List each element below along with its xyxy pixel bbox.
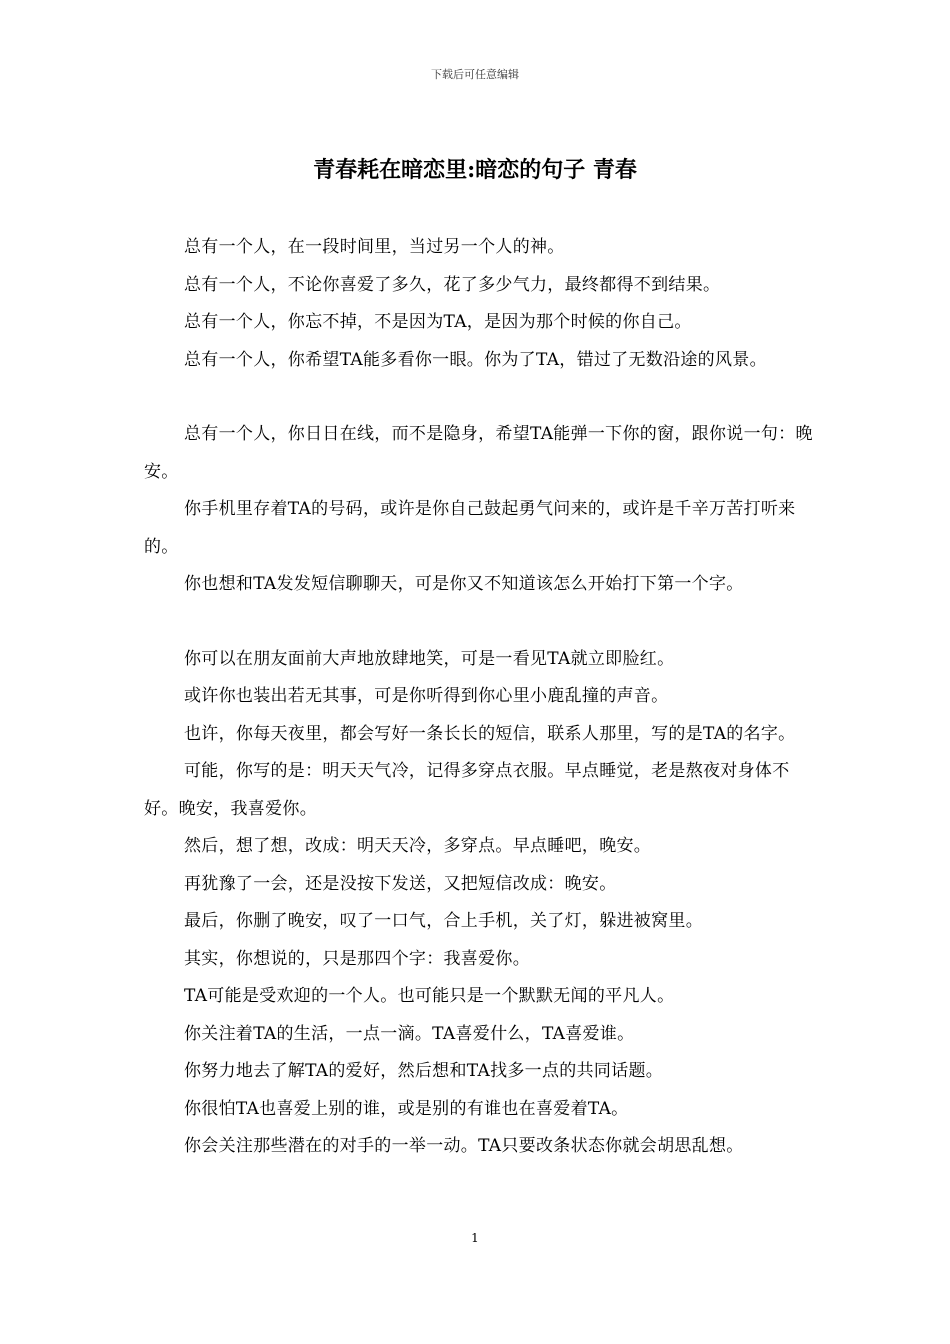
paragraph: 可能，你写的是：明天天气冷，记得多穿点衣服。早点睡觉，老是熬夜对身体不好。晚安，我喜爱你。 [144, 761, 790, 819]
paragraph: 总有一个人，你忘不掉，不是因为TA，是因为那个时候的你自己。 [184, 312, 692, 332]
paragraph: 也许，你每天夜里，都会写好一条长长的短信，联系人那里，写的是TA的名字。 [184, 723, 796, 744]
paragraph: 总有一个人，不论你喜爱了多久，花了多少气力，最终都得不到结果。 [184, 274, 721, 295]
paragraph: 或许你也装出若无其事，可是你听得到你心里小鹿乱撞的声音。 [184, 686, 669, 706]
paragraph: TA可能是受欢迎的一个人。也可能只是一个默默无闻的平凡人。 [184, 986, 675, 1006]
paragraph: 你会关注那些潜在的对手的一举一动。TA只要改条状态你就会胡思乱想。 [184, 1136, 744, 1156]
paragraph: 你关注着TA的生活，一点一滴。TA喜爱什么，TA喜爱谁。 [184, 1023, 635, 1044]
paragraph: 总有一个人，在一段时间里，当过另一个人的神。 [184, 237, 565, 257]
page-number: 1 [471, 1231, 479, 1245]
paragraph: 总有一个人，你希望TA能多看你一眼。你为了TA，错过了无数沿途的风景。 [184, 349, 767, 370]
paragraph: 总有一个人，你日日在线，而不是隐身，希望TA能弹一下你的窗，跟你说一句：晚安。 [144, 424, 813, 482]
paragraph: 你可以在朋友面前大声地放肆地笑，可是一看见TA就立即脸红。 [184, 648, 675, 669]
header-note: 下载后可任意编辑 [431, 68, 519, 81]
paragraph: 最后，你删了晚安，叹了一口气，合上手机，关了灯，躲进被窝里。 [184, 911, 703, 931]
paragraph-gap [144, 379, 814, 416]
paragraph: 你也想和TA发发短信聊聊天，可是你又不知道该怎么开始打下第一个字。 [184, 574, 744, 594]
paragraph: 你手机里存着TA的号码，或许是你自己鼓起勇气问来的，或许是千辛万苦打听来的。 [144, 499, 796, 557]
paragraph: 其实，你想说的，只是那四个字：我喜爱你。 [184, 948, 530, 969]
page-title: 青春耗在暗恋里:暗恋的句子 青春 [313, 157, 637, 183]
paragraph: 再犹豫了一会，还是没按下发送，又把短信改成：晚安。 [184, 873, 617, 894]
paragraph-gap [144, 604, 814, 641]
article-body [144, 229, 814, 1166]
paragraph: 你很怕TA也喜爱上别的谁，或是别的有谁也在喜爱着TA。 [184, 1098, 629, 1119]
paragraph: 你努力地去了解TA的爱好，然后想和TA找多一点的共同话题。 [184, 1061, 664, 1081]
paragraph: 然后，想了想，改成：明天天冷，多穿点。早点睡吧，晚安。 [184, 836, 652, 856]
